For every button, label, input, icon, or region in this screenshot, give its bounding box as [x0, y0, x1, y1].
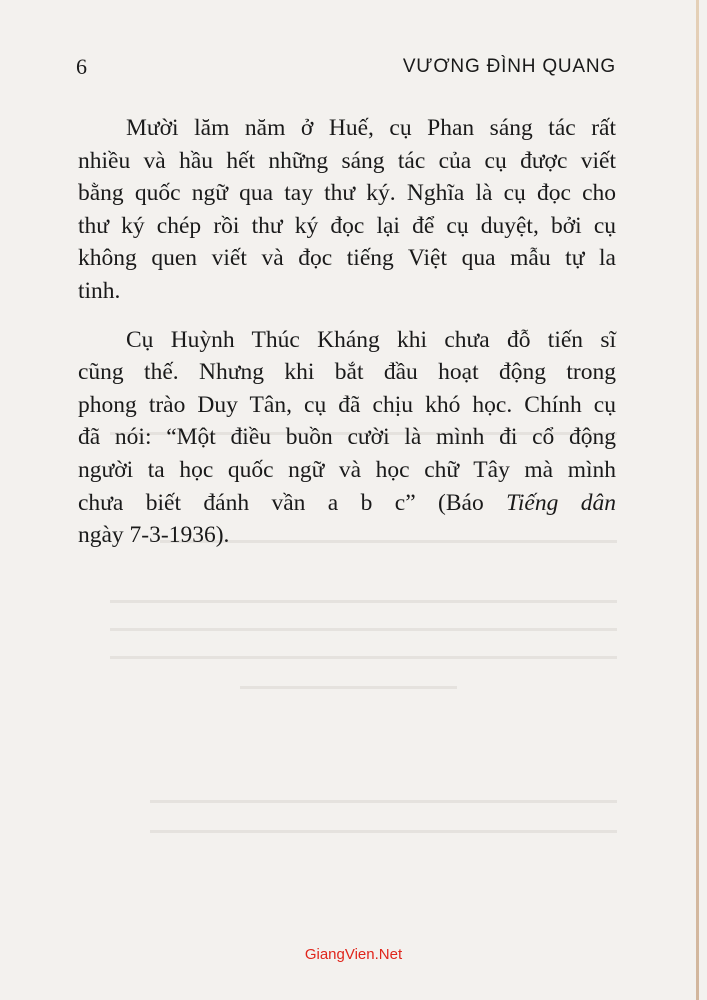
citation-prefix: chưa biết đánh vần a b c” (Báo	[78, 489, 507, 516]
running-title: VƯƠNG ĐÌNH QUANG	[402, 56, 616, 77]
text-line: thư ký chép rồi thư ký đọc lại để cụ duyệt, bởi cụ	[78, 212, 616, 239]
show-through-line	[150, 800, 617, 803]
text-line: đã nói: “Một điều buồn cười là mình đi cổ động	[78, 424, 616, 451]
text-line: Mười lăm năm ở Huế, cụ Phan sáng tác rất	[126, 115, 616, 141]
watermark: GiangVien.Net	[304, 946, 403, 963]
text-line: Cụ Huỳnh Thúc Kháng khi chưa đỗ tiến sĩ	[126, 326, 616, 353]
paragraph-1	[78, 112, 616, 308]
text-line: không quen viết và đọc tiếng Việt qua mẫu tự la	[78, 245, 616, 272]
show-through-line	[110, 600, 617, 603]
text-line: người ta học quốc ngữ và học chữ Tây mà mình	[78, 456, 616, 483]
text-line: nhiều và hầu hết những sáng tác của cụ được viết	[78, 147, 616, 174]
show-through-line	[150, 830, 617, 833]
show-through-line	[110, 656, 617, 659]
show-through-line	[240, 686, 457, 689]
text-line	[78, 487, 616, 520]
page-number: 6	[76, 54, 88, 79]
page-edge	[696, 0, 699, 1000]
text-line: cũng thế. Nhưng khi bắt đầu hoạt động trong	[78, 359, 616, 386]
text-line: phong trào Duy Tân, cụ đã chịu khó học. Chính cụ	[78, 391, 616, 418]
text-line: ngày 7-3-1936).	[78, 522, 230, 549]
body-text	[78, 112, 616, 568]
page-header	[76, 52, 616, 84]
text-line: bằng quốc ngữ qua tay thư ký. Nghĩa là cụ đọc cho	[78, 180, 616, 207]
text-line: tinh.	[78, 277, 121, 304]
paragraph-2	[78, 324, 616, 552]
newspaper-title: Tiếng dân	[506, 489, 617, 516]
show-through-line	[110, 628, 617, 631]
